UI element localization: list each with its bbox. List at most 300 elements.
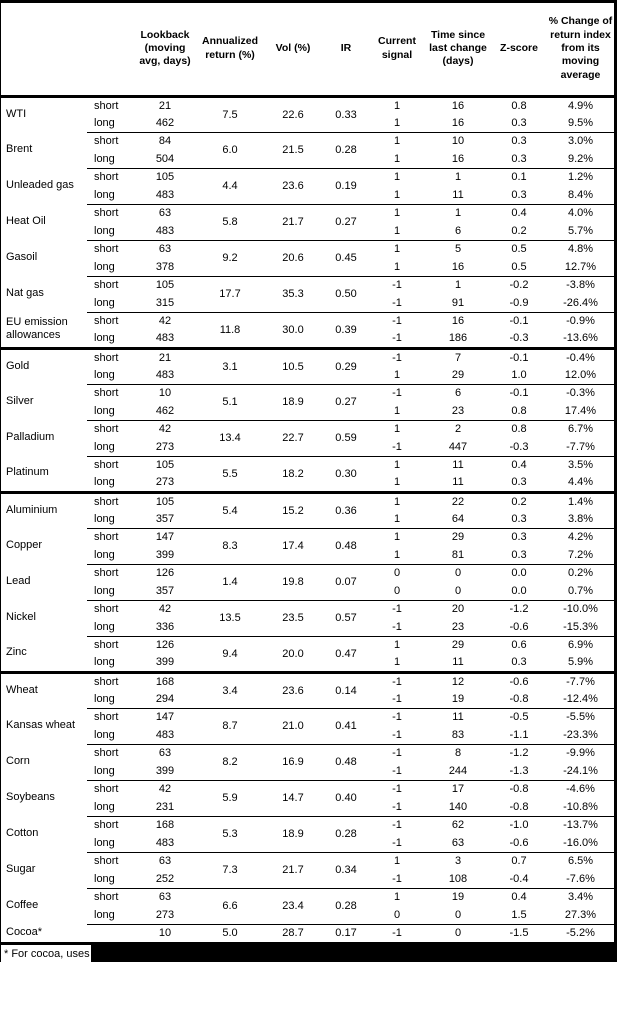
z-score-cell: 0.7: [491, 852, 547, 870]
signal-cell: -1: [369, 276, 425, 294]
lookback-cell: 252: [155, 872, 175, 885]
position-cell: long: [94, 404, 115, 417]
lookback-cell: 63: [133, 852, 197, 870]
z-score-cell: -0.3: [509, 440, 529, 453]
vol-cell: 30.0: [263, 312, 323, 348]
pct-change-cell: -7.6%: [566, 872, 595, 885]
header-cell: IR: [323, 3, 369, 96]
table-row: [1, 312, 614, 330]
commodity-name-cell: Lead: [6, 575, 31, 588]
lookback-cell: 105: [133, 456, 197, 474]
z-score-cell: 0.3: [491, 132, 547, 150]
vol-cell: 23.5: [263, 600, 323, 636]
ir-cell: 0.48: [323, 744, 369, 780]
lookback-cell: 462: [155, 404, 175, 417]
time-since-cell: 91: [451, 296, 465, 309]
position-cell: short: [87, 492, 133, 510]
pct-change-cell: 0.2%: [547, 564, 614, 582]
ir-cell: 0.28: [323, 888, 369, 924]
z-score-cell: 0.4: [491, 204, 547, 222]
lookback-cell: 483: [155, 728, 175, 741]
table-row: [1, 564, 614, 582]
table-row: [1, 240, 614, 258]
time-since-cell: 10: [425, 132, 491, 150]
z-score-cell: 0.6: [491, 636, 547, 654]
commodity-name-cell: Aluminium: [1, 492, 87, 528]
z-score-cell: 0.8: [511, 404, 527, 417]
ir-cell: 0.45: [323, 240, 369, 276]
ir-cell: 0.47: [323, 636, 369, 672]
z-score-cell: -1.3: [509, 764, 529, 777]
signal-cell: -1: [392, 332, 402, 345]
position-cell: short: [87, 600, 133, 618]
commodity-name-cell: Wheat: [1, 672, 87, 708]
commodity-name-cell: WTI: [6, 107, 27, 120]
signal-cell: 0: [393, 584, 401, 597]
pct-change-cell: -5.5%: [547, 708, 614, 726]
signal-cell: -1: [392, 440, 402, 453]
position-cell: short: [87, 384, 133, 402]
z-score-cell: 0.4: [491, 456, 547, 474]
position-cell: short: [87, 168, 133, 186]
position-cell: short: [87, 852, 133, 870]
signal-cell: -1: [392, 692, 402, 705]
annualized-return-cell: 17.7: [197, 276, 263, 312]
commodity-name-cell: Coffee: [6, 899, 39, 912]
header-cell: Z-score: [491, 3, 547, 96]
vol-cell: 10.5: [263, 348, 323, 384]
vol-cell: 28.7: [263, 924, 323, 942]
pct-change-cell: -13.7%: [547, 816, 614, 834]
z-score-cell: -0.6: [491, 672, 547, 690]
position-cell: long: [94, 368, 115, 381]
pct-change-cell: -13.6%: [563, 332, 598, 345]
time-since-cell: 1: [425, 204, 491, 222]
table-row: [1, 672, 614, 690]
annualized-return-cell: 7.3: [197, 852, 263, 888]
signal-cell: 0: [369, 564, 425, 582]
annualized-return-cell: 13.5: [197, 600, 263, 636]
z-score-cell: 0.5: [511, 260, 527, 273]
annualized-return-cell: 5.0: [197, 924, 263, 942]
signal-cell: -1: [369, 312, 425, 330]
commodity-name-cell: Copper: [6, 539, 43, 552]
vol-cell: 16.9: [263, 744, 323, 780]
lookback-cell: 273: [155, 908, 175, 921]
lookback-cell: 147: [133, 528, 197, 546]
position-cell: short: [87, 204, 133, 222]
time-since-cell: 3: [425, 852, 491, 870]
lookback-cell: 336: [155, 620, 175, 633]
lookback-cell: 147: [133, 708, 197, 726]
signal-cell: 1: [369, 168, 425, 186]
annualized-return-cell: 5.5: [197, 456, 263, 492]
ir-cell: 0.34: [323, 852, 369, 888]
time-since-cell: 17: [425, 780, 491, 798]
z-score-cell: -1.0: [491, 816, 547, 834]
pct-change-cell: 8.4%: [567, 188, 594, 201]
signal-cell: -1: [392, 728, 402, 741]
lookback-cell: 315: [155, 296, 175, 309]
z-score-cell: -0.6: [509, 620, 529, 633]
lookback-cell: 168: [133, 816, 197, 834]
position-cell: short: [87, 708, 133, 726]
time-since-cell: 2: [425, 420, 491, 438]
z-score-cell: 0.8: [491, 420, 547, 438]
ir-cell: 0.28: [323, 816, 369, 852]
pct-change-cell: -4.6%: [547, 780, 614, 798]
z-score-cell: -0.8: [509, 800, 529, 813]
vol-cell: 17.4: [263, 528, 323, 564]
lookback-cell: 84: [133, 132, 197, 150]
commodity-name-cell: Unleaded gas: [6, 179, 74, 192]
ir-cell: 0.40: [323, 780, 369, 816]
ir-cell: 0.17: [323, 924, 369, 942]
signal-cell: 1: [393, 512, 401, 525]
lookback-cell: 105: [133, 276, 197, 294]
lookback-cell: 105: [133, 492, 197, 510]
pct-change-cell: 0.7%: [567, 584, 594, 597]
z-score-cell: 0.3: [511, 476, 527, 489]
annualized-return-cell: 7.5: [222, 108, 238, 121]
z-score-cell: 0.3: [511, 116, 527, 129]
annualized-return-cell: 6.0: [197, 132, 263, 168]
header-cell: % Change of return index from its moving average: [547, 3, 614, 96]
lookback-cell: 273: [155, 476, 175, 489]
vol-cell: 21.5: [263, 132, 323, 168]
table-row: [1, 780, 614, 798]
time-since-cell: 11: [425, 708, 491, 726]
time-since-cell: 8: [425, 744, 491, 762]
time-since-cell: 29: [451, 368, 465, 381]
time-since-cell: 29: [425, 636, 491, 654]
vol-cell: 22.7: [263, 420, 323, 456]
lookback-cell: 63: [133, 888, 197, 906]
position-cell: long: [94, 764, 115, 777]
vol-cell: 18.2: [263, 456, 323, 492]
pct-change-cell: 9.2%: [567, 152, 594, 165]
pct-change-cell: 3.0%: [547, 132, 614, 150]
vol-cell: 14.7: [263, 780, 323, 816]
ir-cell: 0.39: [323, 312, 369, 348]
header-cell: Annualized return (%): [197, 3, 263, 96]
pct-change-cell: 17.4%: [564, 404, 597, 417]
z-score-cell: 0.1: [491, 168, 547, 186]
z-score-cell: 0.3: [511, 152, 527, 165]
header-cell: Time since last change (days): [425, 3, 491, 96]
z-score-cell: -0.1: [491, 384, 547, 402]
position-cell: long: [94, 440, 115, 453]
ir-cell: 0.19: [323, 168, 369, 204]
lookback-cell: 357: [155, 584, 175, 597]
z-score-cell: 0.4: [491, 888, 547, 906]
ir-cell: 0.59: [323, 420, 369, 456]
signal-cell: -1: [369, 348, 425, 366]
position-cell: short: [87, 420, 133, 438]
signal-cell: 1: [369, 528, 425, 546]
ir-cell: 0.29: [323, 348, 369, 384]
position-cell: short: [87, 528, 133, 546]
position-cell: short: [87, 744, 133, 762]
z-score-cell: -0.3: [509, 332, 529, 345]
pct-change-cell: 6.5%: [547, 852, 614, 870]
z-score-cell: -1.2: [491, 744, 547, 762]
lookback-cell: 42: [133, 780, 197, 798]
vol-cell: 23.6: [263, 168, 323, 204]
signal-cell: 1: [393, 548, 401, 561]
signal-cell: 1: [369, 204, 425, 222]
commodity-name-cell: Heat Oil: [6, 215, 46, 228]
position-cell: long: [94, 692, 115, 705]
time-since-cell: 81: [451, 548, 465, 561]
table-row: [1, 384, 614, 402]
commodity-name-cell: Cotton: [6, 827, 39, 840]
commodity-name-cell: Platinum: [6, 466, 49, 479]
table-row: [1, 600, 614, 618]
table-body: [1, 96, 614, 942]
annualized-return-cell: 5.9: [197, 780, 263, 816]
lookback-cell: 231: [155, 800, 175, 813]
time-since-cell: 6: [454, 224, 462, 237]
header-cell: Current signal: [369, 3, 425, 96]
table-row: [1, 924, 614, 942]
table-row: [1, 132, 614, 150]
annualized-return-cell: 5.8: [197, 204, 263, 240]
vol-cell: 18.9: [263, 816, 323, 852]
signal-cell: 1: [369, 240, 425, 258]
pct-change-cell: -3.8%: [547, 276, 614, 294]
table-row: [1, 816, 614, 834]
annualized-return-cell: 4.4: [197, 168, 263, 204]
pct-change-cell: 9.5%: [567, 116, 594, 129]
commodity-name-cell: Gasoil: [6, 251, 38, 264]
header-blank-cell: [1, 3, 133, 96]
time-since-cell: 23: [451, 620, 465, 633]
commodity-name-cell: Gold: [1, 348, 87, 384]
footnote-text: * For cocoa, uses: [4, 948, 90, 960]
annualized-return-cell: 8.2: [197, 744, 263, 780]
vol-cell: 21.0: [263, 708, 323, 744]
annualized-return-cell: 11.8: [197, 312, 263, 348]
z-score-cell: -0.5: [491, 708, 547, 726]
time-since-cell: 5: [425, 240, 491, 258]
position-cell: short: [87, 816, 133, 834]
position-cell: short: [87, 132, 133, 150]
position-cell: short: [87, 312, 133, 330]
commodity-name-cell: Silver: [6, 395, 34, 408]
signal-cell: 1: [369, 492, 425, 510]
commodity-name-cell: Sugar: [6, 863, 36, 876]
lookback-cell: 126: [133, 636, 197, 654]
z-score-cell: -1.2: [491, 600, 547, 618]
position-cell: long: [94, 476, 115, 489]
position-cell: long: [94, 656, 115, 669]
position-cell: long: [94, 188, 115, 201]
signal-cell: 0: [393, 908, 401, 921]
position-cell: long: [94, 296, 115, 309]
time-since-cell: 6: [425, 384, 491, 402]
position-cell: long: [94, 800, 115, 813]
header-cell: Vol (%): [263, 3, 323, 96]
ir-cell: 0.14: [323, 672, 369, 708]
vol-cell: 19.8: [263, 564, 323, 600]
lookback-cell: 21: [158, 99, 172, 112]
commodity-name-cell: Soybeans: [6, 791, 55, 804]
position-cell: long: [94, 260, 115, 273]
signal-cell: 1: [393, 116, 401, 129]
position-cell: long: [94, 584, 115, 597]
pct-change-cell: 12.7%: [564, 260, 597, 273]
vol-cell: 20.0: [263, 636, 323, 672]
table-row: [1, 204, 614, 222]
lookback-cell: 399: [155, 764, 175, 777]
lookback-cell: 105: [133, 168, 197, 186]
time-since-cell: 11: [425, 456, 491, 474]
z-score-cell: 0.2: [491, 492, 547, 510]
pct-change-cell: 6.9%: [547, 636, 614, 654]
lookback-cell: 483: [155, 188, 175, 201]
pct-change-cell: 12.0%: [564, 368, 597, 381]
signal-cell: -1: [369, 384, 425, 402]
lookback-cell: 42: [133, 312, 197, 330]
annualized-return-cell: 9.4: [197, 636, 263, 672]
vol-cell: 20.6: [263, 240, 323, 276]
ir-cell: 0.28: [323, 132, 369, 168]
annualized-return-cell: 5.1: [197, 384, 263, 420]
vol-cell: 21.7: [263, 204, 323, 240]
time-since-cell: 0: [454, 908, 462, 921]
annualized-return-cell: 13.4: [197, 420, 263, 456]
footnote-row: [1, 942, 614, 962]
ir-cell: 0.33: [335, 108, 357, 121]
pct-change-cell: -7.7%: [547, 672, 614, 690]
z-score-cell: 0.0: [511, 584, 527, 597]
annualized-return-cell: 9.2: [197, 240, 263, 276]
vol-cell: 35.3: [263, 276, 323, 312]
signal-cell: 1: [369, 852, 425, 870]
vol-cell: 23.6: [263, 672, 323, 708]
table-row: [1, 528, 614, 546]
time-since-cell: 7: [425, 348, 491, 366]
pct-change-cell: 4.8%: [547, 240, 614, 258]
pct-change-cell: 3.5%: [547, 456, 614, 474]
pct-change-cell: 5.9%: [567, 656, 594, 669]
z-score-cell: 0.3: [491, 528, 547, 546]
z-score-cell: 0.0: [491, 564, 547, 582]
table-row: [1, 420, 614, 438]
pct-change-cell: 3.4%: [547, 888, 614, 906]
z-score-cell: -1.5: [491, 924, 547, 942]
pct-change-cell: 4.0%: [547, 204, 614, 222]
commodity-momentum-table: [1, 3, 614, 942]
table-row: [1, 276, 614, 294]
signal-cell: 1: [393, 476, 401, 489]
lookback-cell: 63: [133, 240, 197, 258]
pct-change-cell: 5.7%: [567, 224, 594, 237]
annualized-return-cell: 3.4: [197, 672, 263, 708]
ir-cell: 0.41: [323, 708, 369, 744]
pct-change-cell: -12.4%: [563, 692, 598, 705]
position-cell: short: [87, 564, 133, 582]
signal-cell: 1: [369, 636, 425, 654]
lookback-cell: 21: [133, 348, 197, 366]
position-cell: long: [94, 548, 115, 561]
pct-change-cell: 27.3%: [564, 908, 597, 921]
pct-change-cell: 7.2%: [567, 548, 594, 561]
position-cell: long: [94, 728, 115, 741]
ir-cell: 0.36: [323, 492, 369, 528]
signal-cell: -1: [369, 600, 425, 618]
pct-change-cell: -16.0%: [563, 836, 598, 849]
ir-cell: 0.07: [323, 564, 369, 600]
signal-cell: 1: [369, 888, 425, 906]
lookback-cell: 126: [133, 564, 197, 582]
pct-change-cell: -24.1%: [563, 764, 598, 777]
lookback-cell: 42: [133, 600, 197, 618]
signal-cell: -1: [392, 800, 402, 813]
pct-change-cell: 1.2%: [547, 168, 614, 186]
lookback-cell: 462: [155, 116, 175, 129]
signal-cell: 1: [393, 656, 401, 669]
commodity-name-cell: Corn: [6, 755, 30, 768]
table-row: [1, 168, 614, 186]
time-since-cell: 1: [425, 276, 491, 294]
ir-cell: 0.57: [323, 600, 369, 636]
time-since-cell: 64: [451, 512, 465, 525]
lookback-cell: 63: [133, 204, 197, 222]
z-score-cell: -0.9: [509, 296, 529, 309]
pct-change-cell: -5.2%: [547, 924, 614, 942]
table-row: [1, 636, 614, 654]
lookback-cell: 504: [155, 152, 175, 165]
pct-change-cell: 1.4%: [547, 492, 614, 510]
z-score-cell: 1.0: [511, 368, 527, 381]
commodity-name-cell: Nickel: [6, 611, 36, 624]
z-score-cell: 0.3: [511, 656, 527, 669]
table-row: [1, 744, 614, 762]
signal-cell: 1: [393, 152, 401, 165]
position-cell: short: [87, 672, 133, 690]
time-since-cell: 19: [425, 888, 491, 906]
pct-change-cell: 4.2%: [547, 528, 614, 546]
time-since-cell: 140: [448, 800, 468, 813]
table-row: [1, 492, 614, 510]
signal-cell: -1: [369, 744, 425, 762]
signal-cell: -1: [369, 816, 425, 834]
annualized-return-cell: 5.3: [197, 816, 263, 852]
pct-change-cell: 3.8%: [567, 512, 594, 525]
commodity-name-cell: Cocoa*: [6, 926, 43, 939]
time-since-cell: 11: [452, 188, 464, 201]
lookback-cell: 294: [155, 692, 175, 705]
vol-cell: 18.9: [263, 384, 323, 420]
time-since-cell: 244: [448, 764, 468, 777]
lookback-cell: 483: [155, 332, 175, 345]
z-score-cell: 0.3: [511, 188, 527, 201]
header-cell: Lookback (moving avg, days): [133, 3, 197, 96]
position-cell: [87, 924, 133, 942]
z-score-cell: -0.8: [491, 780, 547, 798]
z-score-cell: -0.8: [509, 692, 529, 705]
signal-cell: -1: [392, 620, 402, 633]
z-score-cell: -0.1: [491, 312, 547, 330]
position-cell: long: [94, 116, 115, 129]
z-score-cell: 0.3: [511, 548, 527, 561]
signal-cell: 1: [393, 224, 401, 237]
time-since-cell: 20: [425, 600, 491, 618]
z-score-cell: 1.5: [511, 908, 527, 921]
z-score-cell: -0.2: [491, 276, 547, 294]
